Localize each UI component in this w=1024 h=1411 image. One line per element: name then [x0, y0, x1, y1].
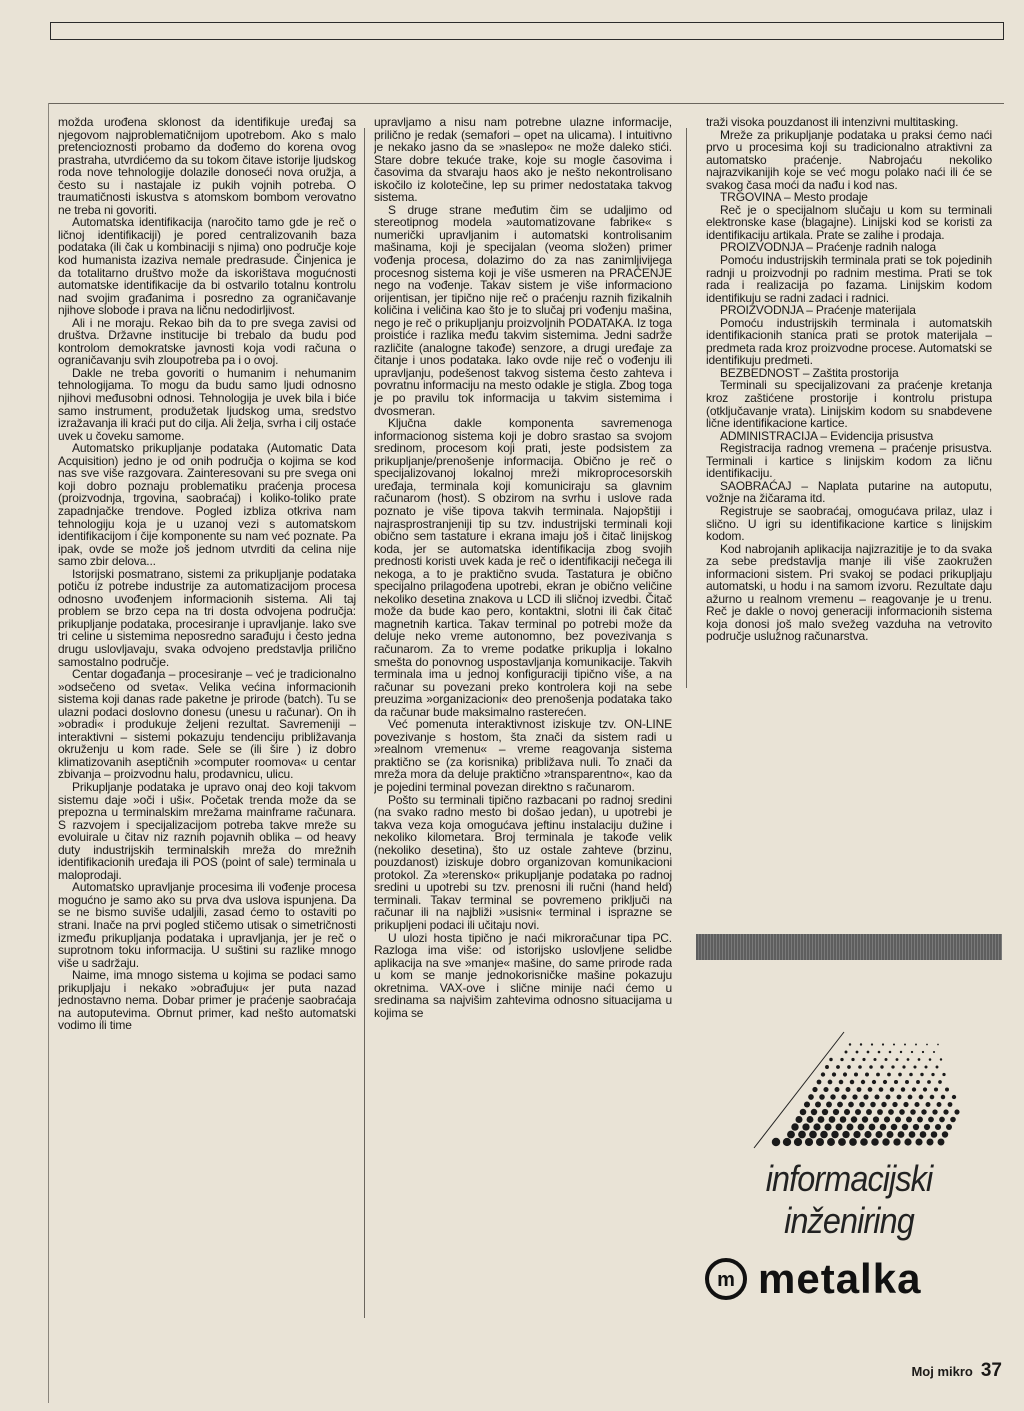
ad-title-line-1: informacijski: [765, 1158, 933, 1199]
paragraph: traži visoka pouzdanost ili intenzivni multitasking.: [706, 116, 959, 129]
top-rule: [48, 103, 1004, 104]
magazine-name: Moj mikro: [911, 1364, 973, 1379]
paragraph: Pomoću industrijskih terminala i automatskih identifikacionih stanica prati se protok materijala – predmeta rada kroz proizvodne procese. Automatski se identifikuju predmeti.: [706, 315, 992, 368]
paragraph: Ali i ne moraju. Rekao bih da to pre svega zavisi od društva. Državne institucije bi trebalo da budu pod kontrolom demokratske javnosti koja vodi računa o ograničavanju svih zloupotreba pa i o ovoj.: [58, 315, 356, 368]
page-number: 37: [980, 1360, 1002, 1381]
paragraph: Registruje se saobraćaj, omogućava prilaz, ulaz i slično. U igri su identifikacione kartice s linijskim kodom.: [706, 503, 992, 544]
paragraph: Automatska identifikacija (naročito tamo gde je reč o ličnoj identifikaciji) je pored centralizovanih baza podataka (ili čak u kombinaciji s njima) ono područje koje kod humanista izaziva nemale predrasude. Činjenica je da totalitarno društvo može da iskorištava mogućnosti automatske identifikacije da bi ostvarilo totalnu kontrolu nad svojim građanima i posredno za ograničavanje njihove slobode i prava na ličnu nedodirljivost.: [58, 215, 356, 318]
paragraph: upravljamo a nisu nam potrebne ulazne informacije, prilično je redak (semafori – opet na ulicama). I intuitivno je nekako jasno da se »naslepo« ne može daleko stići. Stare dobre tekuće trake, koje su mogle časovima i časovima da stvaraju haos ako je nešto nekontrolisano iskočilo iz kolotečine, lep su primer nedostataka takvog sistema.: [374, 116, 672, 205]
left-rule: [48, 103, 49, 1403]
metalka-advertisement: [696, 1030, 1002, 1320]
paragraph: Pomoću industrijskih terminala prati se tok pojedinih radnji u proizvodnji po radnim mestima. Prati se tok rada i realizacija po fazama. Linijskim kodom identifikuju se radni zadaci i radnici.: [706, 253, 992, 305]
svg-text:m: m: [717, 1269, 735, 1291]
paragraph: U ulozi hosta tipično je naći mikroračunar tipa PC. Razloga ima više: od istorijsko uslovljene selidbe aplikacija na sve »manje« mašine, do same prirode rada u kom se manje jednokorisničke mašine pokazuju okretnima. VAX-ove i slične minije naći ćemo u sredinama sa najvišim zahtevima odnosno situacijama u kojima se: [374, 930, 672, 1020]
paragraph: ADMINISTRACIJA – Evidencija prisustva: [720, 428, 934, 443]
paragraph: Registracija radnog vremena – praćenje prisustva. Terminali i kartice s linijskim kodom za ličnu identifikaciju.: [706, 441, 992, 481]
paragraph: PROIZVODNJA – Praćenje materijala: [720, 303, 916, 318]
paragraph: Mreže za prikupljanje podataka u praksi ćemo naći prvo u procesima koji su tradicionalno atraktivni za automatsko praćenje. Nabrojaću nekoliko najrazvikanijih koje se već mogu polako naći ili će se svakog časa moći da nađu i kod nas.: [706, 127, 992, 192]
paragraph: Naime, ima mnogo sistema u kojima se podaci samo prikupljaju i nekako »obrađuju« jer puta nazad jednostavno nema. Dobar primer je praćenje saobraćaja na autoputevima. Obrnut primer, kad nešto automatski vodimo ili time: [58, 968, 356, 1033]
paragraph: BEZBEDNOST – Zaštita prostorija: [720, 365, 899, 380]
metalka-brand: [704, 1254, 994, 1304]
brand-name: metalka: [758, 1255, 922, 1302]
ad-title-line-2: inženiring: [784, 1200, 914, 1241]
metalka-logo-icon: [704, 1257, 748, 1301]
paragraph: PROIZVODNJA – Praćenje radnih naloga: [720, 240, 937, 255]
page-footer: [911, 1360, 1002, 1382]
paragraph: Automatsko prikupljanje podataka (Automatic Data Acquisition) jedno je od onih područja o kojima se kod nas sve više razgovara. Zainteresovani su pre svega oni koji dobro poznaju problematiku praćenja procesa (proizvodnja, trgovina, saobraćaj) i koliko-toliko prate zapadnjačke trendove. Pogled izbliza otkriva nam tehnologiju koja je u uzanoj vezi s automatskom identifikacijom i čije komponente su nam već poznate. Pa ipak, ovde se može još jednom utvrditi da celina nije samo zbir delova...: [58, 441, 356, 569]
dot-triangle-logo: [696, 1030, 1002, 1150]
column-separator-1: [364, 128, 365, 1318]
paragraph: SAOBRAĆAJ – Naplata putarine na autoputu, vožnje na žičarama itd.: [706, 478, 992, 506]
paragraph: možda urođena sklonost da identifikuje uređaj sa njegovom najproblematičnijom upotrebom. Ako s malo pretencioznosti probamo da dođemo do korena ovog prastraha, utvrdićemo da su tokom čitave istorije ljudskog roda nove tehnologije dolazile donoseći nova oružja, a često su i nastajale iz pukih vojnih potreba. O traumatičnosti iskustva s atomskom bombom verovatno ne treba ni govoriti.: [58, 116, 356, 217]
paragraph: TRGOVINA – Mesto prodaje: [720, 190, 868, 205]
paragraph: Već pomenuta interaktivnost iziskuje tzv. ON-LINE povezivanje s hostom, šta znači da sistem radi u »realnom vremenu« – vreme reagovanja sistema praktično se (za korisnika) približava nuli. To znači da mreža mora da deluje praktično »transparentno«, kao da je pojedini terminal povezan direktno s računarom.: [374, 717, 672, 794]
paragraph: Prikupljanje podataka je upravo onaj deo koji takvom sistemu daje »oči i uši«. Početak trenda može da se prepozna u terminalskim mrežama mainframe računara. S razvojem i specijalizacijom potreba takve mreže su evoluirale u čitav niz raznih pojavnih oblika – od heavy duty industrijskih terminalskih mreža do mrežnih identifikacionih uređaja ili POS (point of sale) terminala u maloprodaji.: [58, 779, 356, 882]
article-column-3: [706, 116, 992, 796]
column-separator-2: [686, 128, 687, 688]
ad-gray-band: [696, 934, 1002, 960]
article-column-2: [374, 116, 672, 1312]
paragraph: Pošto su terminali tipično razbacani po radnoj sredini (na svako radno mesto bi došao jedan), u upotrebi je takva veza koja omogućava jeftinu instalaciju dužine i nekoliko kilometara. Broj terminala je takođe velik (nekoliko desetina), što uz ostale zahteve (brzinu, pouzdanost) iziskuje dobro organizovan komunikacioni protokol. Za »terensko« prikupljanje podataka po radnoj sredini u upotrebi su tzv. prenosni ili ručni (hand held) terminali. Takav terminal se povremeno priključi na računar ili na najbliži »usisni« terminal i isprazne se prikupljeni podaci ili učitaju novi.: [374, 792, 672, 932]
paragraph: Automatsko upravljanje procesima ili vođenje procesa mogućno je samo ako su prva dva uslova ispunjena. Da se ne bismo suviše udaljili, zasad ćemo to ostaviti po strani. Inače na prvi pogled stičemo utisak o simetričnosti između prikupljanja podataka i upravljanja, jer je reč o suprotnom toku informacija. U suštini su razlike mnogo više u sadržaju.: [58, 880, 356, 970]
paragraph: S druge strane međutim čim se udaljimo od stereotipnog modela »automatizovane fabrike« s numerički upravljanim i automatski kontrolisanim mašinama, koji je specijalan (veoma složen) primer vođenja procesa, dolazimo do za nas zanimljivijega procesnog sistema koji je više usmeren na PRAĆENJE nego na vođenje. Takav sistem je više informaciono orijentisan, jer tipično nije reč o praćenju raznih fizikalnih količina i veličina kao što je to slučaj pri vođenju mašina, nego je reč o prikupljanju proizvoljnih PODATAKA. Iz toga proistiće i razlika među takvim sistemima. Jedni sadrže različite (analogne takođe) senzore, a drugi uređaje za čitanje i unos podataka. Iako ovde nije reč o vođenju ili upravljanju, podešenost takvog sistema često zahteva i povratnu informaciju na mesto odakle je stigla. Zbog toga je po pravilu tok informacija u takvim sistemima i dvosmeran.: [374, 202, 672, 418]
paragraph: Dakle ne treba govoriti o humanim i nehumanim tehnologijama. To mogu da budu samo ljudi odnosno njihovi međusobni odnosi. Tehnologija je uvek bila i biće samo instrument, produžetak ljudskog uma, sredstvo izražavanja ili kraći put do cilja. Ali želja, svrha i cilj ostaće uvek u čoveku samome.: [58, 365, 356, 443]
top-frame: [50, 22, 1004, 40]
article-column-1: [58, 116, 356, 1346]
paragraph: Reč je o specijalnom slučaju u kom su terminali elektronske kase (blagajne). Linijski kod se koristi za identifikaciju artikala. Prate se zalihe i prodaja.: [706, 202, 992, 242]
paragraph: Terminali su specijalizovani za praćenje kretanja kroz zaštićene prostorije i kontrolu pristupa (otključavanje vrata). Linijskim kodom su snabdevene lične identifikacione kartice.: [706, 378, 992, 431]
paragraph: Ključna dakle komponenta savremenoga informacionog sistema koji je dobro srastao sa svojom sredinom, procesom koji prati, jeste podsistem za prikupljanje/prenošenje informacija. Obično je reč o specijalizovanoj lokalnoj mreži mikroprocesorskih uređaja, terminala koji komuniciraju sa glavnim računarom (host). S obzirom na svrhu i uslove rada poznato je više tipova takvih terminala. Najopštiji i najrasprostranjeniji tip su tzv. industrijski terminali koji obično sem tastature i ekrana imaju još i čitač linijskog koda, jer se automatska identifikacija zbog svojih prednosti koristi uvek kada je reč o identifikaciji nečega ili nekoga, a to je praktično svuda. Tastatura je obično specijalno prilagođena upotrebi, ekran je obično veličine nekoliko desetina znakova u LCD ili sličnoj izvedbi. Čitač može da bude kao pero, kontaktni, slotni ili čak čitač magnetnih kartica. Takav terminal po potrebi može da deluje neko vreme autonomno, bez povezivanja s računarom. Za to vreme podatke prikuplja i lokalno smešta do ponovnog uspostavljanja komunikacije. Takvih terminala ima u jednoj konfiguraciji tipično više, a na računar su povezani preko kontrolera koji na sebe preuzima »organizacioni« deo prenošenja podataka tako da računar bude maksimalno rasterećen.: [374, 416, 672, 719]
paragraph: Kod nabrojanih aplikacija najizrazitije je to da svaka za sebe predstavlja manje ili više zaokružen informacioni sistem. Pri svakoj se podaci prikupljaju automatski, u hodu i na samom izvoru. Rezultate daju ažurno u realnom vremenu – reagovanje je u trenu. Reč je dakle o novoj generaciji informacionih sistema koja donosi još malo svežeg vazduha na vetrovito područje uslužnog računarstva.: [706, 541, 992, 644]
paragraph: Istorijski posmatrano, sistemi za prikupljanje podataka potiču iz potrebe industrije za automatizacijom procesa odnosno uvođenjem informacionih sistema. Ali taj problem se brzo cepa na tri dosta odvojena područja: prikupljanje podataka, procesiranje i upravljanje. Iako sve tri celine u sistemima neposredno sarađuju i često jedna drugu uslovljavaju, svaka odvojeno predstavlja prilično samostalno područje.: [58, 566, 356, 669]
paragraph: Centar događanja – procesiranje – već je tradicionalno »odsečeno od sveta«. Velika većina informacionih sistema koji danas rade paketne je prirode (batch). Tu se ulazni podaci doslovno donesu (unesu u računar). On ih »obradi« i produkuje željeni rezultat. Savremeniji – interaktivni – sistemi pokazuju tendenciju približavanja okruženju u kom rade. Sele se (ili šire ) iz dobro klimatizovanih aseptičnih »computer roomova« u centar zbivanja – proizvodnu halu, prodavnicu, ulicu.: [58, 667, 356, 782]
